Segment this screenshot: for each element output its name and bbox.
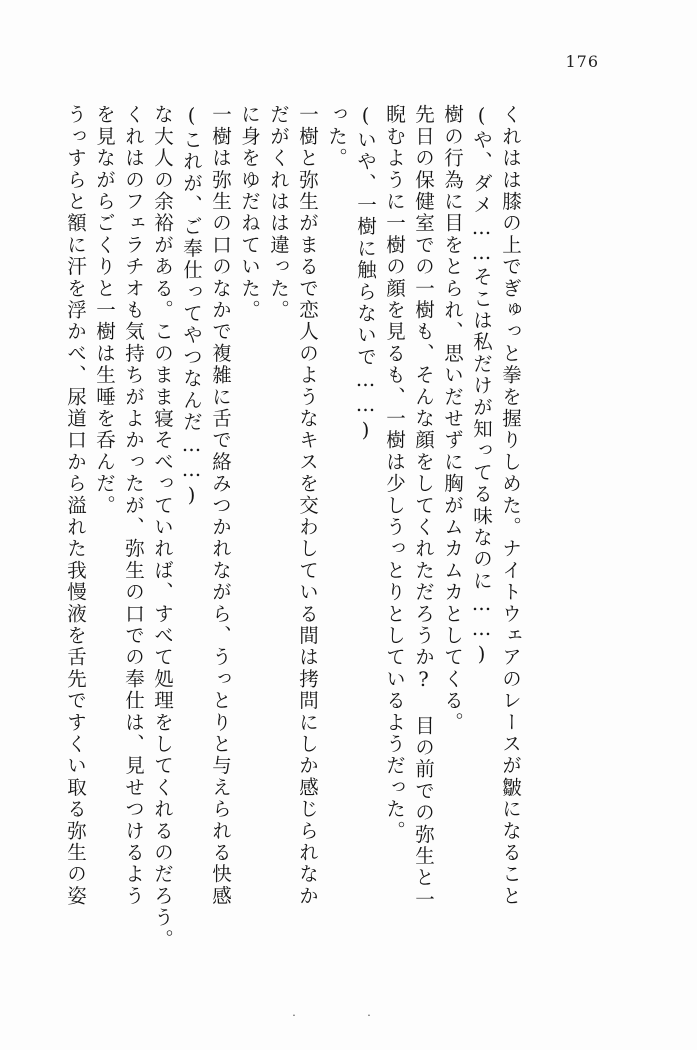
- text-column: に身をゆだねていた。: [238, 104, 261, 321]
- text-column: うっすらと額に汗を浮かべ、尿道口から溢れた我慢液を舌先ですくい取る弥生の姿: [64, 104, 87, 907]
- text-column: 睨むように一樹の顔を見るも、一樹は少しうっとりとしているようだった。: [383, 104, 406, 842]
- text-column: を見ながらごくりと一樹は生唾を呑んだ。: [93, 104, 116, 517]
- text-column: 一樹は弥生の口のなかで複雑に舌で絡みつかれながら、うっとりと与えられる快感: [209, 104, 232, 907]
- text-column: な大人の余裕がある。このまま寝そべっていれば、すべて処理をしてくれるのだろう。: [151, 104, 174, 951]
- text-column: 樹の行為に目をとられ、思いだせずに胸がムカムカとしてくる。: [441, 104, 464, 734]
- vertical-text-body: [56, 104, 635, 969]
- text-column: (これが、ご奉仕ってやつなんだ……): [180, 104, 203, 509]
- text-column: くれはのフェラチオも気持ちがよかったが、弥生の口での奉仕は、見せつけるよう: [122, 104, 145, 907]
- text-column: だがくれはは違った。: [267, 104, 290, 321]
- text-column: った。: [325, 104, 348, 170]
- page-number: 176: [565, 52, 599, 71]
- text-column: くれはは膝の上でぎゅっと拳を握りしめた。ナイトウェアのレースが皺になること: [499, 104, 522, 907]
- text-column: (いや、一樹に触らないで……): [354, 104, 377, 444]
- text-column: (や、ダメ……そこは私だけが知ってる味なのに……): [470, 104, 493, 668]
- text-column: 一樹と弥生がまるで恋人のようなキスを交わしている間は拷問にしか感じられなか: [296, 104, 319, 907]
- footer-marks: · ·: [292, 1009, 405, 1022]
- text-column: 先日の保健室での一樹も、そんな顔をしてくれただろうか? 目の前での弥生と一: [412, 104, 435, 911]
